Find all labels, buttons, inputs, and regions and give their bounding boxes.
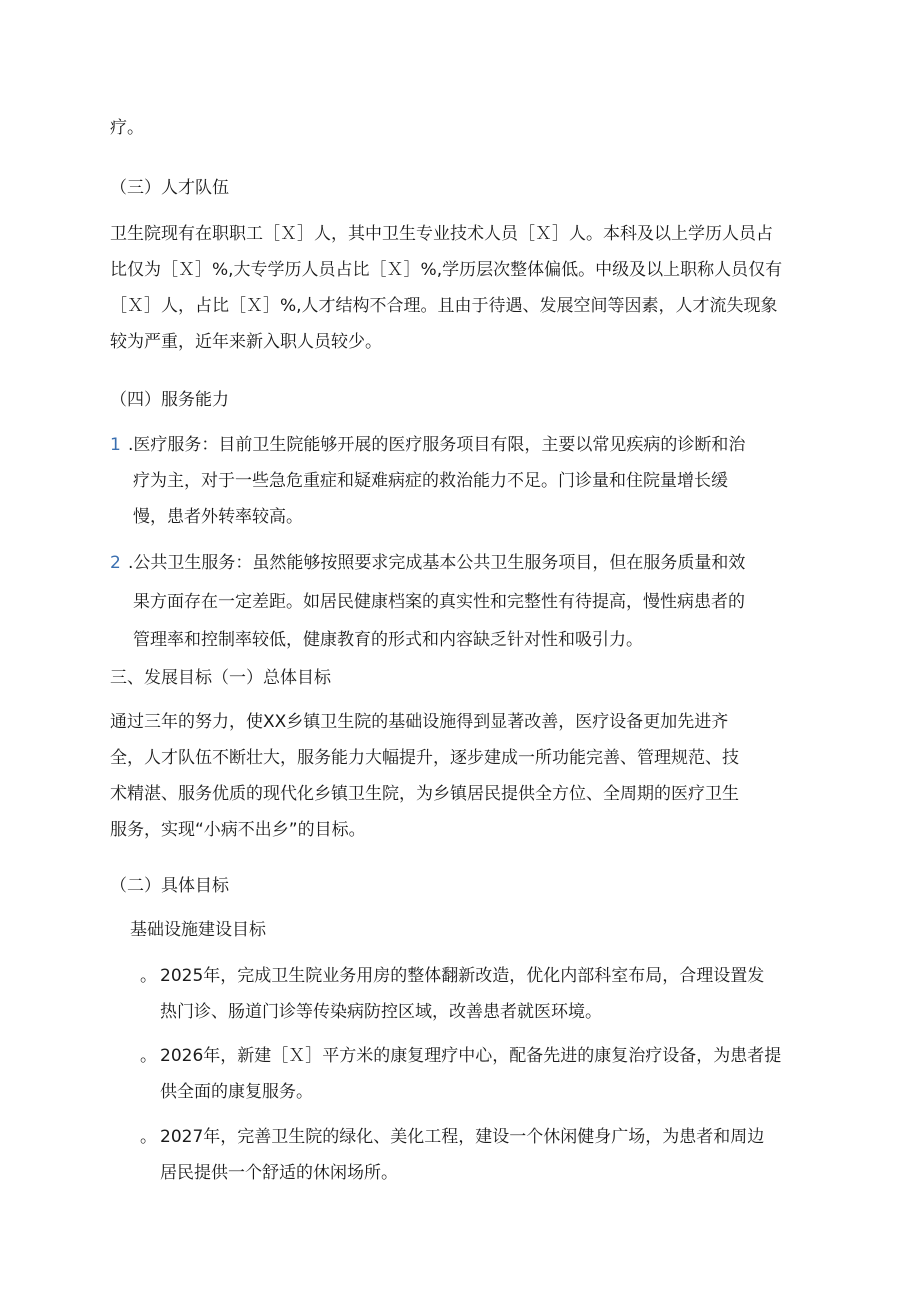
service-item-2-line-3: 管理率和控制率较低，健康教育的形式和内容缺乏针对性和吸引力。 [133,630,643,650]
service-item-2-line-1: .公共卫生服务：虽然能够按照要求完成基本公共卫生服务项目，但在服务质量和效 [128,553,746,573]
service-item-2-number: 2 [110,553,121,573]
service-item-2-line-2: 果方面存在一定差距。如居民健康档案的真实性和完整性有待提高，慢性病患者的 [133,592,745,612]
goal-2026-line-2: 供全面的康复服务。 [160,1082,313,1102]
goals-heading: 三、发展目标（一）总体目标 [110,668,331,688]
goal-2027-bullet: 。 [140,1127,157,1147]
goal-2026-bullet: 。 [140,1046,157,1066]
intro-tail: 疗。 [110,118,144,138]
goals-line-1: 通过三年的努力，使XX乡镇卫生院的基础设施得到显著改善，医疗设备更加先进齐 [110,712,729,732]
goals-line-3: 术精湛、服务优质的现代化乡镇卫生院，为乡镇居民提供全方位、全周期的医疗卫生 [110,784,739,804]
talent-heading: （三）人才队伍 [110,178,229,198]
talent-line-1: 卫生院现有在职职工［Ｘ］人，其中卫生专业技术人员［Ｘ］人。本科及以上学历人员占 [110,224,773,244]
specific-heading: （二）具体目标 [110,876,229,896]
infrastructure-subheading: 基础设施建设目标 [130,920,266,940]
goal-2025-line-2: 热门诊、肠道门诊等传染病防控区域，改善患者就医环境。 [160,1002,602,1022]
goal-2025-bullet: 。 [140,966,157,986]
goals-line-4: 服务，实现“小病不出乡”的目标。 [110,820,366,840]
service-item-1-number: 1 [110,435,121,455]
talent-line-2: 比仅为［Ｘ］%,大专学历人员占比［Ｘ］%,学历层次整体偏低。中级及以上职称人员仅有 [110,260,783,280]
goal-2026-line-1: 2026年，新建［Ｘ］平方米的康复理疗中心，配备先进的康复治疗设备，为患者提 [160,1046,782,1066]
goal-2027-line-1: 2027年，完善卫生院的绿化、美化工程，建设一个休闲健身广场，为患者和周边 [160,1127,765,1147]
service-item-1-line-2: 疗为主，对于一些急危重症和疑难病症的救治能力不足。门诊量和住院量增长缓 [133,471,728,491]
talent-line-4: 较为严重，近年来新入职人员较少。 [110,332,382,352]
goal-2027-line-2: 居民提供一个舒适的休闲场所。 [160,1163,398,1183]
service-heading: （四）服务能力 [110,390,229,410]
goals-line-2: 全，人才队伍不断壮大，服务能力大幅提升，逐步建成一所功能完善、管理规范、技 [110,748,739,768]
talent-line-3: ［Ｘ］人，占比［Ｘ］%,人才结构不合理。且由于待遇、发展空间等因素，人才流失现象 [110,296,778,316]
goal-2025-line-1: 2025年，完成卫生院业务用房的整体翻新改造，优化内部科室布局，合理设置发 [160,966,765,986]
service-item-1-line-3: 慢，患者外转率较高。 [133,507,303,527]
service-item-1-line-1: .医疗服务：目前卫生院能够开展的医疗服务项目有限，主要以常见疾病的诊断和治 [128,435,746,455]
